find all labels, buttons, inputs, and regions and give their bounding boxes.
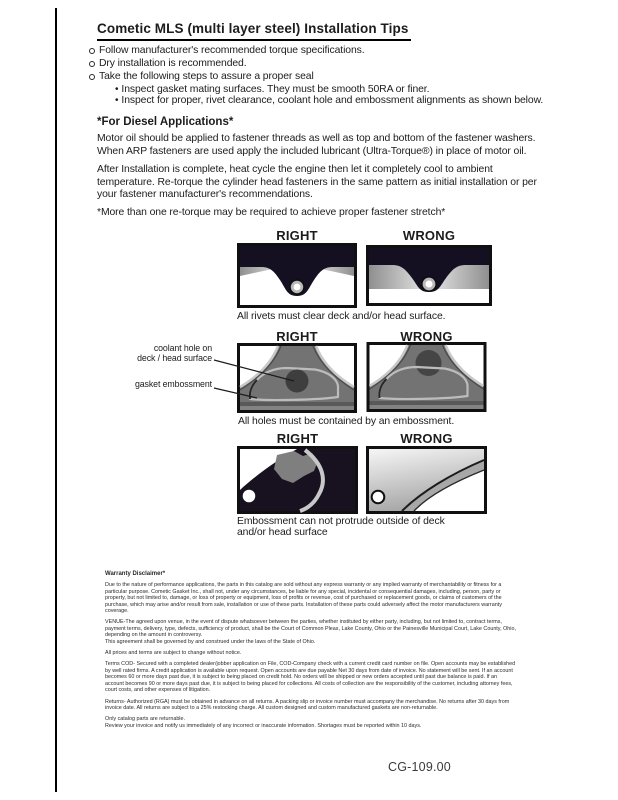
- fig3-right-label: RIGHT: [276, 431, 319, 446]
- fig1-right-diagram: [237, 243, 357, 308]
- warranty-disclaimer: [105, 571, 517, 734]
- diesel-paragraph: After Installation is complete, heat cycle the engine then let it completely cool to ambient temperature. Re-torque the cylinder head fasteners in the same pattern as initial installation or per your fastener manufacturer's recommendations.: [97, 164, 537, 201]
- fig2-right-label: RIGHT: [276, 329, 318, 344]
- coolant-hole-label-line1: coolant hole on: [153, 343, 212, 353]
- tip-text: Take the following steps to assure a proper seal: [99, 71, 314, 83]
- diesel-paragraph: *More than one re-torque may be required to achieve proper fastener stretch*: [97, 207, 446, 218]
- disclaimer-paragraph: All prices and terms are subject to change without notice.: [105, 650, 242, 657]
- page-title: Cometic MLS (multi layer steel) Installation Tips: [97, 21, 411, 41]
- diesel-paragraph: Motor oil should be applied to fastener threads as well as top and bottom of the fastener washers. When ARP fasteners are used apply the included lubricant (Ultra-Torque®) in place of motor oil.: [97, 133, 536, 157]
- fig2-right-diagram: [237, 343, 357, 413]
- list-item: [89, 84, 543, 96]
- fig2-wrong-label: WRONG: [400, 329, 453, 344]
- fig1-right-label: RIGHT: [276, 228, 318, 243]
- circle-bullet-icon: [89, 48, 95, 54]
- fig2-wrong-diagram: [366, 342, 487, 412]
- fig3-wrong-diagram: [366, 446, 487, 514]
- tip-text: Inspect gasket mating surfaces. They must be smooth 50RA or finer.: [121, 83, 430, 95]
- coolant-hole-label: [118, 344, 212, 364]
- disclaimer-paragraph: Review your invoice and notify us immediately of any incorrect or inaccurate information. Shortages must be reported within 10 days.: [105, 722, 422, 729]
- circle-bullet-icon: [89, 61, 95, 67]
- fig3-right-diagram: [237, 446, 358, 514]
- fig1-wrong-diagram: [366, 245, 492, 306]
- installation-tips-list: [89, 44, 543, 107]
- dot-bullet-icon: •: [115, 83, 119, 95]
- fig3-caption: Embossment can not protrude outside of deck and/or head surface: [237, 516, 445, 538]
- disclaimer-paragraph: Only catalog parts are returnable.: [105, 716, 186, 723]
- page-number: CG-109.00: [388, 760, 451, 774]
- gasket-embossment-label: gasket embossment: [134, 379, 212, 389]
- list-item: [89, 44, 543, 57]
- disclaimer-paragraph: This agreement shall be governed by and construed under the laws of the State of Ohio.: [105, 638, 316, 645]
- tip-text: Follow manufacturer's recommended torque specifications.: [99, 45, 365, 56]
- list-item: [89, 70, 543, 83]
- disclaimer-paragraph: Returns- Authorized (RGA) must be obtained in advance on all returns. A packing slip or invoice number must accompany the merchandise. No returns after 30 days from invoice date. All returns are subject to a 25% restocking charge. All custom designed and custom manufactured gaskets are non-returnable.: [105, 698, 510, 711]
- tip-text: Dry installation is recommended.: [99, 58, 247, 70]
- disclaimer-paragraph: Terms COD- Secured with a completed dealer/jobber application on File, COD-Company check with a current credit card number on file. Open accounts may be established by well rated firms. A credit application is available upon request. Open accounts are due payable Net 30 days from date of invoice. No statement will be sent. If an account becomes 60 or more days past due, it is subject to being placed on credit hold. No orders will be shipped or new orders accepted until past due balance is paid. If an account becomes 90 or more days past due, it is subject to being placed for collections. All costs of collection are the responsibility of the customer, including attorney fees, court costs, and other expenses of litigation.: [105, 661, 516, 694]
- disclaimer-paragraph: Due to the nature of performance applications, the parts in this catalog are sold without any express warranty or any implied warranty of merchantability or fitness for a particular purpose. Cometic Gasket Inc., shall not, under any circumstances, be liable for any special, incidental or consequential damages, including, person, party or property, but not limited to, damage, or loss of property or equipment, loss of profits or revenue, cost of purchased or replacement goods, or claims of customers of the purchase, which may arise and/or result from sale, installation or use of these parts. Installation of these parts could adversely affect the motor manufacturers warranty coverage.: [105, 582, 502, 615]
- fig1-wrong-label: WRONG: [402, 228, 456, 243]
- tip-text: Inspect for proper, rivet clearance, coolant hole and embossment alignments as shown below.: [121, 95, 544, 107]
- left-edge-rule: [55, 8, 57, 792]
- fig2-caption: All holes must be contained by an embossment.: [238, 416, 455, 427]
- disclaimer-paragraph: VENUE-The agreed upon venue, in the event of dispute whatsoever between the parties, whether instituted by either party, including, but not limited to, contract terms, payment terms, delivery, type, defects, sufficiency of product, shall be the Court of Common Pleas, Lake County, Ohio or the Painesville Municipal Court, Lake County, Ohio, depending on the amount in controversy.: [105, 619, 516, 639]
- fig1-caption: All rivets must clear deck and/or head surface.: [237, 311, 446, 322]
- diesel-heading: *For Diesel Applications*: [97, 116, 234, 128]
- disclaimer-heading: Warranty Disclaimer*: [105, 571, 166, 577]
- list-item: [89, 57, 543, 70]
- circle-bullet-icon: [89, 74, 95, 80]
- fig3-wrong-label: WRONG: [400, 431, 453, 446]
- coolant-hole-label-line2: deck / head surface: [137, 352, 212, 363]
- list-item: [89, 95, 543, 107]
- dot-bullet-icon: •: [115, 95, 119, 107]
